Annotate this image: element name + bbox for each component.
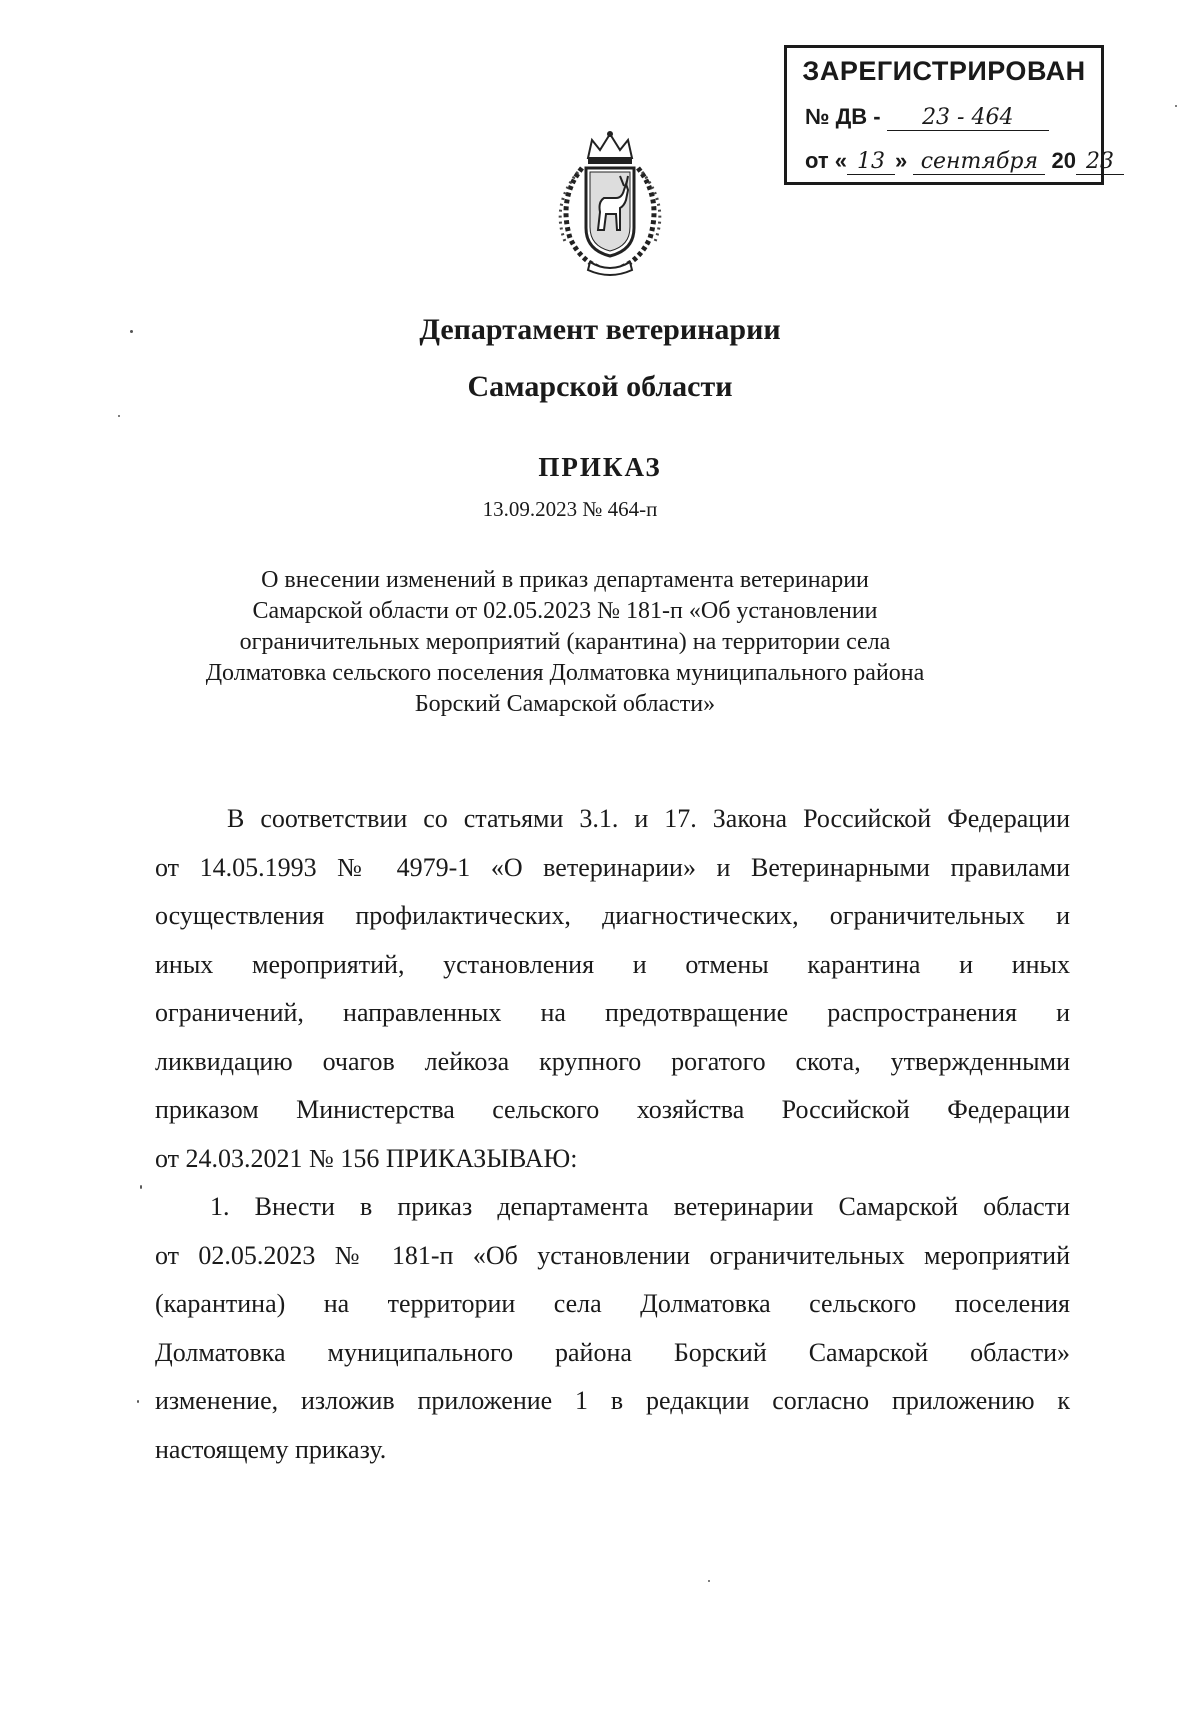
stamp-date-mid: » <box>895 148 908 173</box>
stamp-number-value: 23 - 464 <box>887 106 1049 131</box>
order-body <box>155 795 1070 1474</box>
subject-line: Борский Самарской области» <box>414 691 716 717</box>
order-number: 13.09.2023 № 464-п <box>482 497 658 521</box>
stamp-number-row <box>805 104 1091 131</box>
scan-speck <box>140 1185 142 1189</box>
body-line: приказом Министерства сельского хозяйства Российской Федерации <box>155 1095 1070 1124</box>
subject-line: Долматовка сельского поселения Долматовка муниципального района <box>205 660 925 686</box>
stamp-number-label: № ДВ - <box>805 104 881 129</box>
body-line: (карантина) на территории села Долматовка сельского поселения <box>155 1289 1070 1318</box>
order-title: ПРИКАЗ <box>538 452 662 482</box>
scan-speck <box>118 415 120 417</box>
department-name-line1: Департамент ветеринарии <box>419 313 781 346</box>
stamp-date-prefix: от « <box>805 148 848 173</box>
body-line: В соответствии со статьями 3.1. и 17. Закона Российской Федерации <box>227 804 1070 833</box>
body-line: от 02.05.2023 № 181-п «Об установлении ограничительных мероприятий <box>155 1240 1070 1270</box>
registration-stamp <box>784 45 1114 185</box>
subject-line: О внесении изменений в приказ департамента ветеринарии <box>261 567 869 593</box>
body-line: от 14.05.1993 № 4979-1 «О ветеринарии» и Ветеринарными правилами <box>155 852 1070 882</box>
stamp-date-year-suffix: 23 <box>1076 150 1124 175</box>
order-subject <box>150 565 980 720</box>
scan-speck <box>130 330 133 333</box>
body-line: изменение, изложив приложение 1 в редакции согласно приложению к <box>155 1386 1070 1415</box>
department-name-line2: Самарской области <box>467 370 733 403</box>
body-line: Долматовка муниципального района Борский Самарской области» <box>155 1337 1070 1367</box>
body-line: от 24.03.2021 № 156 ПРИКАЗЫВАЮ: <box>155 1143 578 1173</box>
scan-speck <box>1175 105 1177 107</box>
stamp-title: ЗАРЕГИСТРИРОВАН <box>802 56 1086 86</box>
stamp-date-row <box>805 148 1114 175</box>
body-line: 1. Внести в приказ департамента ветеринарии Самарской области <box>210 1192 1070 1221</box>
body-line: настоящему приказу. <box>155 1434 387 1464</box>
body-line: осуществления профилактических, диагностических, ограничительных и <box>155 901 1070 930</box>
scan-speck <box>708 1580 710 1582</box>
subject-line: ограничительных мероприятий (карантина) на территории села <box>239 629 891 655</box>
body-line: ликвидацию очагов лейкоза крупного рогатого скота, утвержденными <box>155 1046 1070 1076</box>
scan-speck <box>137 1400 139 1403</box>
body-line: ограничений, направленных на предотвращение распространения и <box>155 998 1070 1027</box>
body-line: иных мероприятий, установления и отмены карантина и иных <box>155 949 1070 979</box>
stamp-date-day: 13 <box>847 150 895 175</box>
subject-line: Самарской области от 02.05.2023 № 181-п «Об установлении <box>252 598 878 624</box>
coat-of-arms-icon <box>540 128 680 278</box>
stamp-date-month: сентября <box>913 150 1045 175</box>
stamp-date-year-prefix: 20 <box>1051 148 1076 173</box>
